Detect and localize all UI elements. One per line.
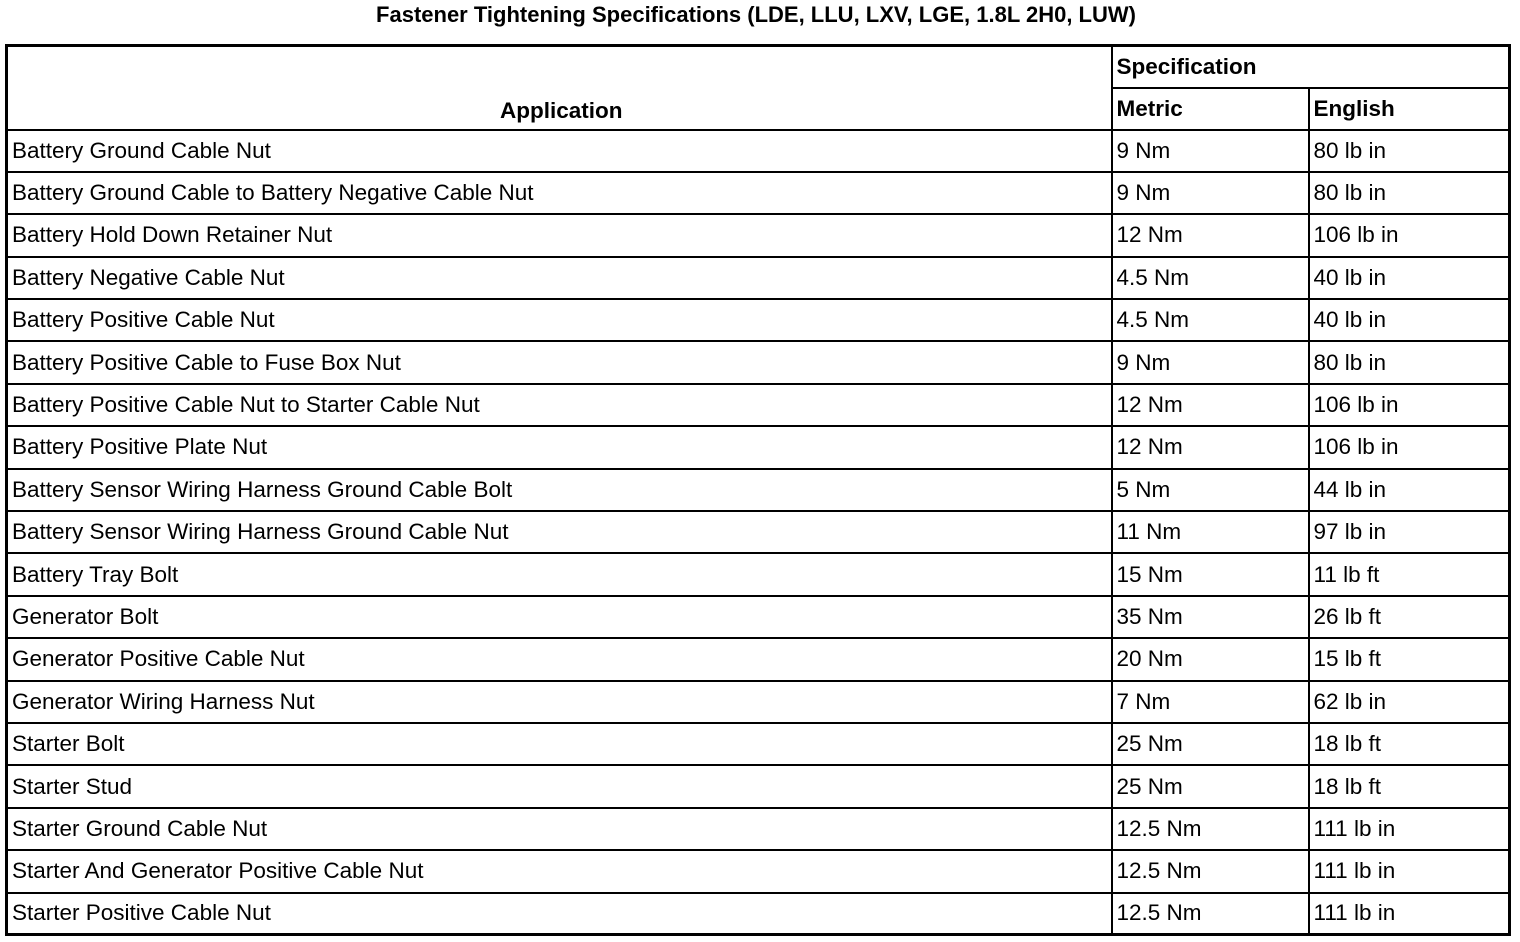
- english-cell: 111 lb in: [1309, 893, 1510, 935]
- table-row: [7, 511, 1510, 553]
- application-cell: Battery Positive Cable Nut to Starter Cable Nut: [7, 384, 1112, 426]
- table-row: [7, 765, 1510, 807]
- english-cell: 106 lb in: [1309, 214, 1510, 256]
- english-cell: 97 lb in: [1309, 511, 1510, 553]
- metric-cell: 12 Nm: [1112, 384, 1309, 426]
- metric-cell: 9 Nm: [1112, 341, 1309, 383]
- fastener-spec-table: [5, 44, 1511, 936]
- table-row: [7, 850, 1510, 892]
- metric-cell: 25 Nm: [1112, 723, 1309, 765]
- metric-cell: 12.5 Nm: [1112, 893, 1309, 935]
- table-row: [7, 638, 1510, 680]
- english-cell: 44 lb in: [1309, 469, 1510, 511]
- application-cell: Battery Positive Cable to Fuse Box Nut: [7, 341, 1112, 383]
- metric-cell: 4.5 Nm: [1112, 257, 1309, 299]
- english-column-header: English: [1309, 88, 1510, 130]
- metric-column-header: Metric: [1112, 88, 1309, 130]
- metric-cell: 12 Nm: [1112, 214, 1309, 256]
- metric-cell: 25 Nm: [1112, 765, 1309, 807]
- english-cell: 18 lb ft: [1309, 765, 1510, 807]
- english-cell: 40 lb in: [1309, 299, 1510, 341]
- application-cell: Battery Negative Cable Nut: [7, 257, 1112, 299]
- table-row: [7, 257, 1510, 299]
- table-row: [7, 553, 1510, 595]
- english-cell: 18 lb ft: [1309, 723, 1510, 765]
- application-cell: Generator Bolt: [7, 596, 1112, 638]
- english-cell: 80 lb in: [1309, 130, 1510, 172]
- table-row: [7, 469, 1510, 511]
- english-cell: 111 lb in: [1309, 808, 1510, 850]
- table-row: [7, 426, 1510, 468]
- english-cell: 26 lb ft: [1309, 596, 1510, 638]
- application-cell: Battery Tray Bolt: [7, 553, 1112, 595]
- application-cell: Generator Positive Cable Nut: [7, 638, 1112, 680]
- table-row: [7, 723, 1510, 765]
- table-row: [7, 341, 1510, 383]
- table-row: [7, 384, 1510, 426]
- english-cell: 80 lb in: [1309, 172, 1510, 214]
- metric-cell: 35 Nm: [1112, 596, 1309, 638]
- header-row-top: [7, 46, 1510, 88]
- table-header: [7, 46, 1510, 130]
- metric-cell: 9 Nm: [1112, 130, 1309, 172]
- table-row: [7, 893, 1510, 935]
- english-cell: 80 lb in: [1309, 341, 1510, 383]
- table-body: [7, 130, 1510, 935]
- application-cell: Battery Ground Cable to Battery Negative Cable Nut: [7, 172, 1112, 214]
- table-row: [7, 299, 1510, 341]
- english-cell: 15 lb ft: [1309, 638, 1510, 680]
- table-row: [7, 214, 1510, 256]
- table-row: [7, 808, 1510, 850]
- table-row: [7, 596, 1510, 638]
- table-row: [7, 172, 1510, 214]
- specification-column-header: Specification: [1112, 46, 1510, 88]
- application-cell: Battery Positive Cable Nut: [7, 299, 1112, 341]
- application-cell: Starter Stud: [7, 765, 1112, 807]
- application-cell: Battery Ground Cable Nut: [7, 130, 1112, 172]
- metric-cell: 12 Nm: [1112, 426, 1309, 468]
- metric-cell: 20 Nm: [1112, 638, 1309, 680]
- english-cell: 40 lb in: [1309, 257, 1510, 299]
- metric-cell: 11 Nm: [1112, 511, 1309, 553]
- metric-cell: 12.5 Nm: [1112, 850, 1309, 892]
- application-cell: Battery Positive Plate Nut: [7, 426, 1112, 468]
- english-cell: 11 lb ft: [1309, 553, 1510, 595]
- application-cell: Generator Wiring Harness Nut: [7, 681, 1112, 723]
- table-row: [7, 130, 1510, 172]
- application-cell: Starter Positive Cable Nut: [7, 893, 1112, 935]
- application-cell: Battery Sensor Wiring Harness Ground Cable Bolt: [7, 469, 1112, 511]
- english-cell: 106 lb in: [1309, 426, 1510, 468]
- metric-cell: 15 Nm: [1112, 553, 1309, 595]
- english-cell: 111 lb in: [1309, 850, 1510, 892]
- application-cell: Battery Sensor Wiring Harness Ground Cable Nut: [7, 511, 1112, 553]
- metric-cell: 9 Nm: [1112, 172, 1309, 214]
- table-row: [7, 681, 1510, 723]
- table-title: Fastener Tightening Specifications (LDE, LLU, LXV, LGE, 1.8L 2H0, LUW): [376, 2, 1136, 27]
- application-cell: Starter Bolt: [7, 723, 1112, 765]
- application-cell: Battery Hold Down Retainer Nut: [7, 214, 1112, 256]
- application-column-header: Application: [7, 46, 1112, 130]
- metric-cell: 5 Nm: [1112, 469, 1309, 511]
- english-cell: 106 lb in: [1309, 384, 1510, 426]
- metric-cell: 12.5 Nm: [1112, 808, 1309, 850]
- application-cell: Starter And Generator Positive Cable Nut: [7, 850, 1112, 892]
- metric-cell: 7 Nm: [1112, 681, 1309, 723]
- application-cell: Starter Ground Cable Nut: [7, 808, 1112, 850]
- english-cell: 62 lb in: [1309, 681, 1510, 723]
- metric-cell: 4.5 Nm: [1112, 299, 1309, 341]
